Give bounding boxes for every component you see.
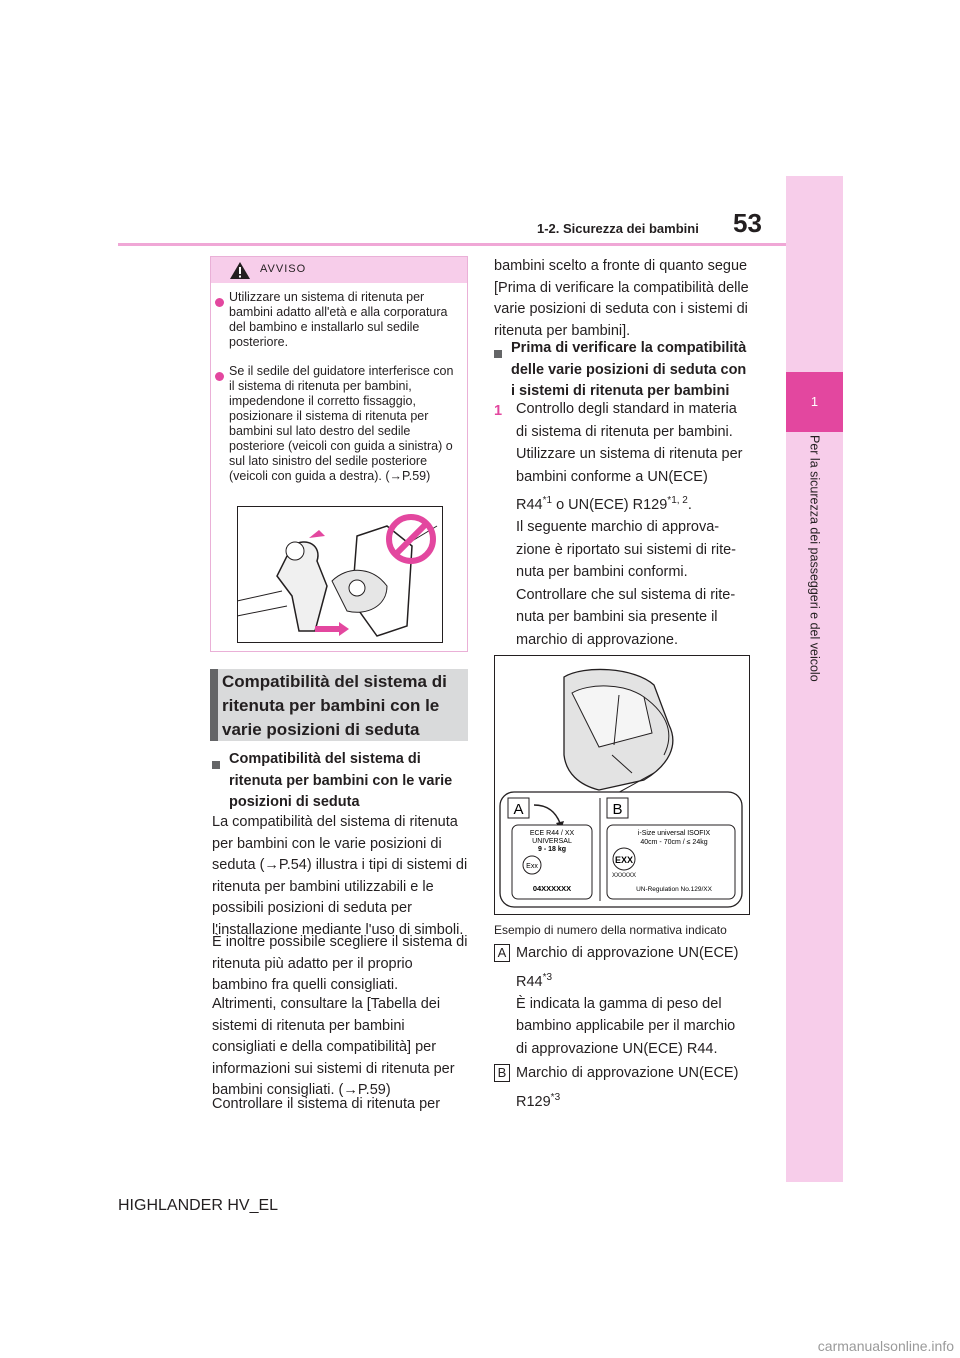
step-number: 1 (494, 403, 503, 419)
step-line: Il seguente marchio di approva- (516, 519, 720, 536)
paragraph-4: Controllare il sistema di ritenuta per (212, 1096, 441, 1112)
section-heading-bar (210, 669, 218, 741)
warning-illustration (237, 506, 443, 643)
intro-text: bambini scelto a fronte di quanto segue [Prima di verificare la compatibilità delle varie posizioni di seduta con i sistemi di ritenuta per bambini]. (494, 258, 749, 339)
figure-label-b: B (612, 801, 623, 818)
watermark[interactable]: carmanualsonline.info (817, 1338, 954, 1354)
step-line: di sistema di ritenuta per bambini. (516, 423, 733, 440)
item-b-regulation: R129$^{*3}$ (516, 1091, 561, 1110)
step-line: marchio di approvazione. (516, 631, 679, 648)
step-text (516, 398, 752, 651)
item-b-title: Marchio di approvazione UN(ECE) (516, 1065, 739, 1081)
step-line-regulation: R44$^{*1}$ o UN(ECE) R129$^{*1, 2}$. (516, 495, 692, 513)
step-line: nuta per bambini conformi. (516, 564, 688, 581)
section-heading: Compatibilità del sistema di ritenuta per bambini con le varie posizioni di seduta (222, 672, 447, 739)
ece-line-2: UNIVERSAL (532, 838, 572, 845)
chapter-tab[interactable] (786, 372, 843, 432)
approval-mark-figure (494, 655, 750, 915)
paragraph-3: Altrimenti, consultare la [Tabella dei sistemi di ritenuta per bambini consigliati e della compatibilità] per informazioni sui sistemi di ritenuta per bambini consigliati. (→P.59) (212, 996, 455, 1098)
item-a-line: È indicata la gamma di peso del (516, 995, 722, 1012)
square-bullet-icon (494, 345, 502, 363)
chapter-label-wrap (786, 432, 843, 732)
figure-caption: Esempio di numero della normativa indicato (494, 923, 727, 937)
r129-line-2: 40cm - 70cm / ≤ 24kg (640, 839, 708, 846)
footer-model: HIGHLANDER HV_EL (118, 1197, 279, 1214)
ece-line-1: ECE R44 / XX (529, 830, 575, 837)
ece-line-3: 9 - 18 kg (537, 846, 567, 853)
step-line: Controllo degli standard in materia (516, 401, 737, 417)
header-rule (118, 243, 786, 246)
label-a-box: A (494, 944, 510, 962)
warning-item-2: Se il sedile del guidatore interferisce con il sistema di ritenuta per bambini, impedendone il corretto fissaggio, posizionare il sistema di ritenuta per bambini sul lato destro del sedile posteriore (veicoli con guida a sinistra) o sul lato sinistro del sedile posteriore (veicoli con guida a destra). (→P.59) (229, 364, 454, 483)
item-a-line: bambino applicabile per il marchio (516, 1018, 736, 1035)
step-line: zione è riportato sui sistemi di rite- (516, 541, 736, 558)
r129-e-mark: EXX (614, 855, 634, 865)
r129-line-1: i-Size universal ISOFIX (637, 830, 711, 837)
warning-item-1: Utilizzare un sistema di ritenuta per bambini adatto all'età e alla corporatura del bambino e installarlo sul sedile posteriore. (229, 290, 448, 349)
item-a (516, 942, 752, 1060)
paragraph-1: La compatibilità del sistema di ritenuta per bambini con le varie posizioni di seduta (→P.54) illustra i tipi di sistemi di ritenuta per bambini utilizzabili e le possibili posizioni di seduta per l'installazione mediante l'uso di simboli. (212, 814, 468, 938)
step-line: nuta per bambini sia presente il (516, 609, 718, 626)
ece-code: 04XXXXXX (532, 884, 572, 893)
r129-code: XXXXXX (611, 873, 637, 879)
warning-title: AVVISO (260, 263, 307, 275)
step-line: Controllare che sul sistema di rite- (516, 586, 736, 603)
label-b-box: B (494, 1064, 510, 1082)
paragraph-2: È inoltre possibile scegliere il sistema di ritenuta più adatto per il proprio bambino fra quelli consigliati. (212, 934, 468, 993)
step-line: bambini conforme a UN(ECE) (516, 468, 708, 485)
item-a-regulation: R44$^{*3}$ (516, 971, 553, 990)
subhead-compatibility: Compatibilità del sistema di ritenuta per bambini con le varie posizioni di seduta (229, 751, 453, 810)
chapter-number: 1 (810, 394, 819, 409)
figure-label-a: A (513, 801, 524, 818)
subhead-before-check: Prima di verificare la compatibilità delle varie posizioni di seduta con i sistemi di ritenuta per bambini (511, 340, 747, 399)
chapter-label: Per la sicurezza dei passeggeri e del veicolo (807, 435, 822, 682)
square-bullet-icon (212, 756, 220, 774)
warning-triangle-icon (229, 261, 251, 280)
ece-e-mark: Exx (526, 863, 538, 870)
item-b (516, 1062, 752, 1113)
r129-regulation: UN-Regulation No.129/XX (636, 886, 712, 893)
warning-bullet-icon (215, 368, 224, 386)
page-number: 53 (733, 208, 762, 238)
warning-bullet-icon (215, 294, 224, 312)
item-a-line: di approvazione UN(ECE) R44. (516, 1040, 718, 1057)
item-a-title: Marchio di approvazione UN(ECE) (516, 945, 739, 961)
step-line: Utilizzare un sistema di ritenuta per (516, 446, 743, 462)
section-title: 1-2. Sicurezza dei bambini (537, 221, 699, 236)
